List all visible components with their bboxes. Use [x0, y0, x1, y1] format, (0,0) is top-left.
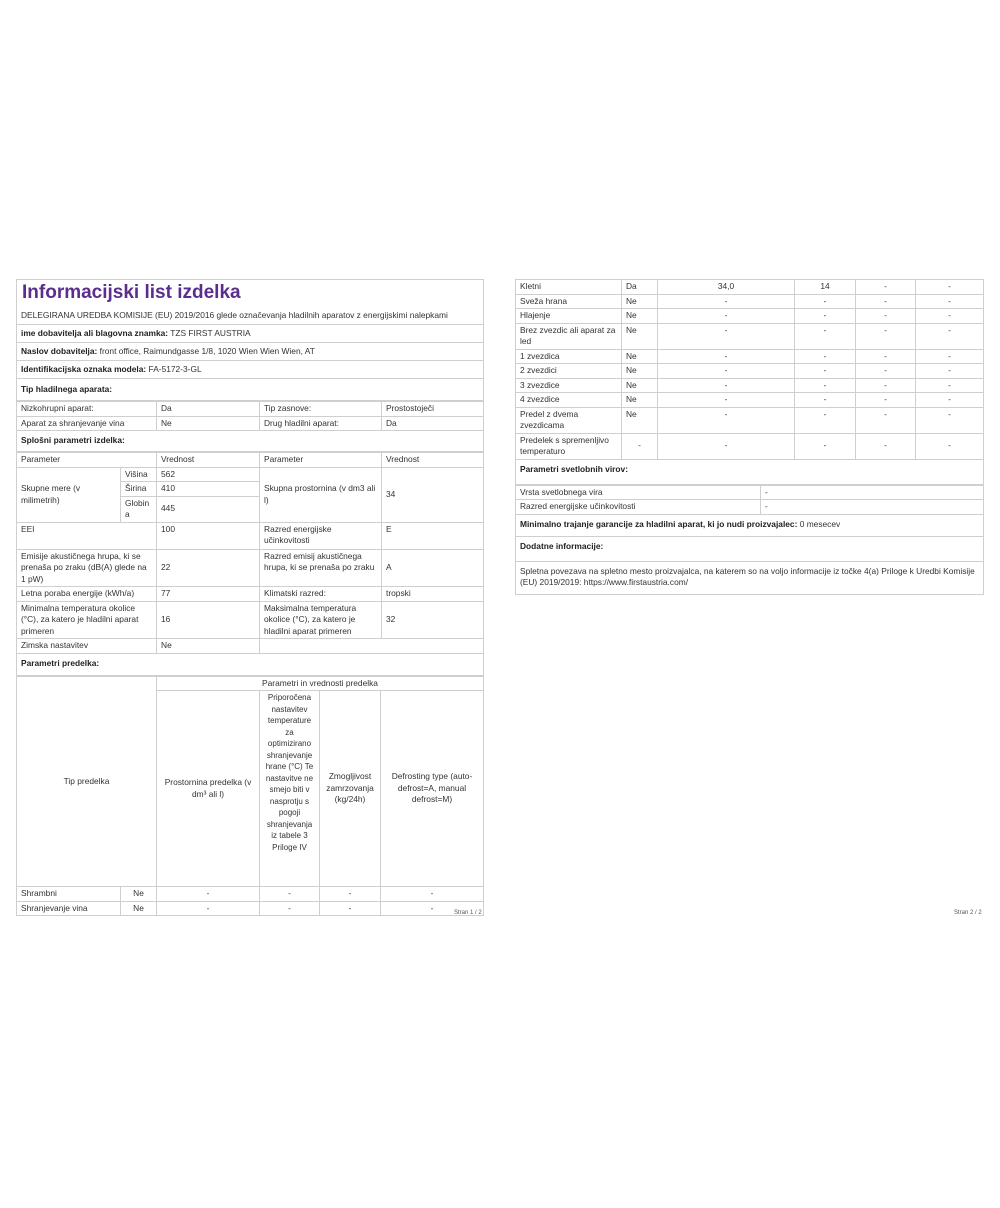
compartment-present: Ne [622, 309, 658, 324]
compartment-name: Shrambni [17, 887, 121, 902]
address-value: front office, Raimundgasse 1/8, 1020 Wien Wien Wien, AT [99, 346, 315, 356]
table-row [516, 364, 984, 379]
compartment-name: Kletni [516, 280, 622, 295]
compartment-volume: - [157, 887, 260, 902]
param-value: tropski [382, 587, 484, 602]
supplier-value: TZS FIRST AUSTRIA [170, 328, 251, 338]
compartment-volume: - [658, 323, 795, 349]
compartment-volume: - [157, 901, 260, 916]
param-label: EEI [17, 522, 157, 549]
table-row [17, 887, 484, 902]
compartment-defrost: - [916, 280, 984, 295]
page-2 [515, 279, 984, 595]
light-section-label: Parametri svetlobnih virov: [520, 463, 628, 474]
param-value: E [382, 522, 484, 549]
compartment-defrost: - [916, 393, 984, 408]
page-number-2: Stran 2 / 2 [954, 910, 982, 916]
type-section-heading [16, 379, 484, 401]
table-header-row [17, 676, 484, 691]
supplier-label: ime dobavitelja ali blagovna znamka: [21, 328, 169, 338]
compartment-type-header: Tip predelka [17, 676, 157, 887]
param-value: 77 [157, 587, 260, 602]
depth-value: 445 [157, 496, 260, 522]
compartment-volume: - [658, 309, 795, 324]
param-label [260, 639, 484, 654]
table-row [516, 349, 984, 364]
freezing-header: Zmogljivost zamrzovanja (kg/24h) [320, 691, 381, 887]
param-value: 22 [157, 549, 260, 587]
table-row [516, 378, 984, 393]
table-row [17, 901, 484, 916]
compartment-name: 3 zvezdice [516, 378, 622, 393]
volume-header: Prostornina predelka (v dm³ ali l) [157, 691, 260, 887]
compartment-volume: - [658, 433, 795, 459]
compartment-temp: - [795, 294, 856, 309]
type-label: Nizkohrupni aparat: [17, 402, 157, 417]
type-value: Da [157, 402, 260, 417]
light-value: - [761, 485, 984, 500]
compartment-defrost: - [916, 323, 984, 349]
column-header: Parameter [260, 453, 382, 468]
compartment-freeze: - [856, 407, 916, 433]
table-row [17, 402, 484, 417]
compartment-present: Ne [622, 323, 658, 349]
table-row [516, 485, 984, 500]
table-row [17, 639, 484, 654]
compartment-temp: - [260, 887, 320, 902]
compartment-defrost: - [916, 294, 984, 309]
address-label: Naslov dobavitelja: [21, 346, 98, 356]
compartment-defrost: - [916, 349, 984, 364]
compartment-defrost: - [381, 901, 484, 916]
light-section-heading [515, 460, 984, 485]
type-label: Aparat za shranjevanje vina [17, 416, 157, 431]
compartment-freeze: - [856, 294, 916, 309]
compartment-name: 4 zvezdice [516, 393, 622, 408]
address-row [16, 343, 484, 361]
param-label: Maksimalna temperatura okolice (°C), za katero je hladilni aparat primeren [260, 601, 382, 639]
compartment-present: Ne [121, 887, 157, 902]
compartment-name: 1 zvezdica [516, 349, 622, 364]
compartment-table-continued [515, 279, 984, 460]
table-row [17, 587, 484, 602]
table-row [17, 467, 484, 482]
type-value: Ne [157, 416, 260, 431]
compartment-temp: 14 [795, 280, 856, 295]
compartment-name: Hlajenje [516, 309, 622, 324]
compartment-freeze: - [856, 364, 916, 379]
temperature-header: Priporočena nastavitev temperature za optimizirano shranjevanje hrane (°C) Te nastavitve ne smejo biti v nasprotju s pogoji shranjevanja iz tabele 3 Priloge IV [260, 691, 320, 887]
compartment-name: 2 zvezdici [516, 364, 622, 379]
warranty-value: 0 mesecev [799, 518, 841, 529]
param-label: Klimatski razred: [260, 587, 382, 602]
compartment-temp: - [795, 349, 856, 364]
compartment-present: Ne [622, 364, 658, 379]
param-label: Razred energijske učinkovitosti [260, 522, 382, 549]
compartment-present: - [622, 433, 658, 459]
compartment-present: Ne [622, 378, 658, 393]
param-label: Zimska nastavitev [17, 639, 157, 654]
compartment-freeze: - [856, 323, 916, 349]
table-row [516, 280, 984, 295]
page-title: Informacijski list izdelka [22, 282, 241, 303]
table-header-row [17, 453, 484, 468]
compartment-volume: - [658, 378, 795, 393]
compartment-section-heading [16, 654, 484, 676]
table-row [516, 294, 984, 309]
width-value: 410 [157, 482, 260, 497]
compartment-name: Predel z dvema zvezdicama [516, 407, 622, 433]
compartment-present: Ne [622, 393, 658, 408]
total-volume-value: 34 [382, 467, 484, 522]
dimensions-label: Skupne mere (v milimetrih) [17, 467, 121, 522]
extra-section-heading [515, 537, 984, 562]
regulation-line: DELEGIRANA UREDBA KOMISIJE (EU) 2019/2016 glede označevanja hladilnih aparatov z energijskimi nalepkami [16, 307, 484, 325]
light-value: - [761, 500, 984, 515]
table-row [516, 433, 984, 459]
supplier-row [16, 325, 484, 343]
param-label: Minimalna temperatura okolice (°C), za katero je hladilni aparat primeren [17, 601, 157, 639]
compartment-name: Predelek s spremenljivo temperaturo [516, 433, 622, 459]
light-source-table [515, 485, 984, 515]
extra-section-label: Dodatne informacije: [520, 540, 604, 551]
compartment-present: Ne [121, 901, 157, 916]
compartment-volume: - [658, 393, 795, 408]
compartment-defrost: - [916, 433, 984, 459]
width-label: Širina [121, 482, 157, 497]
compartment-temp: - [795, 323, 856, 349]
extra-info-text: Spletna povezava na spletno mesto proizvajalca, na katerem so na voljo informacije iz točke 4(a) Priloge k Uredbi Komisije (EU) 2019/2019: https://www.firstaustria.com/ [515, 562, 984, 595]
page-1 [16, 279, 484, 916]
defrost-header: Defrosting type (auto-defrost=A, manual defrost=M) [381, 691, 484, 887]
height-label: Višina [121, 467, 157, 482]
light-label: Razred energijske učinkovitosti [516, 500, 761, 515]
param-label: Letna poraba energije (kWh/a) [17, 587, 157, 602]
compartment-freeze: - [856, 309, 916, 324]
general-params-table [16, 452, 484, 654]
compartment-temp: - [795, 407, 856, 433]
model-label: Identifikacijska oznaka modela: [21, 364, 147, 374]
table-row [516, 407, 984, 433]
depth-label: Globina [121, 496, 157, 522]
compartment-defrost: - [916, 309, 984, 324]
compartment-temp: - [795, 433, 856, 459]
compartment-present: Ne [622, 349, 658, 364]
compartment-freeze: - [320, 901, 381, 916]
table-row [516, 309, 984, 324]
compartment-table [16, 676, 484, 917]
compartment-volume: - [658, 364, 795, 379]
general-section-label: Splošni parametri izdelka: [21, 435, 125, 445]
compartment-freeze: - [856, 433, 916, 459]
total-volume-label: Skupna prostornina (v dm3 ali l) [260, 467, 382, 522]
compartment-temp: - [795, 378, 856, 393]
column-header: Vrednost [382, 453, 484, 468]
compartment-present: Ne [622, 294, 658, 309]
type-value: Da [382, 416, 484, 431]
compartment-group-header: Parametri in vrednosti predelka [157, 676, 484, 691]
compartment-name: Shranjevanje vina [17, 901, 121, 916]
type-value: Prostostoječi [382, 402, 484, 417]
page-number-1: Stran 1 / 2 [454, 910, 482, 916]
type-table [16, 401, 484, 431]
param-label: Emisije akustičnega hrupa, ki se prenaša po zraku (dB(A) glede na 1 pW) [17, 549, 157, 587]
column-header: Parameter [17, 453, 157, 468]
type-label: Drug hladilni aparat: [260, 416, 382, 431]
compartment-defrost: - [916, 378, 984, 393]
compartment-freeze: - [856, 378, 916, 393]
model-value: FA-5172-3-GL [148, 364, 202, 374]
compartment-volume: - [658, 349, 795, 364]
param-value: 16 [157, 601, 260, 639]
compartment-present: Da [622, 280, 658, 295]
type-section-label: Tip hladilnega aparata: [21, 384, 113, 394]
warranty-row [515, 515, 984, 537]
column-header: Vrednost [157, 453, 260, 468]
table-row [17, 522, 484, 549]
compartment-freeze: - [856, 280, 916, 295]
compartment-present: Ne [622, 407, 658, 433]
light-label: Vrsta svetlobnega vira [516, 485, 761, 500]
compartment-section-label: Parametri predelka: [21, 657, 100, 668]
compartment-name: Brez zvezdic ali aparat za led [516, 323, 622, 349]
param-value: Ne [157, 639, 260, 654]
compartment-name: Sveža hrana [516, 294, 622, 309]
param-value: A [382, 549, 484, 587]
compartment-defrost: - [916, 407, 984, 433]
param-label: Razred emisij akustičnega hrupa, ki se prenaša po zraku [260, 549, 382, 587]
type-label: Tip zasnove: [260, 402, 382, 417]
compartment-volume: - [658, 294, 795, 309]
table-row [516, 393, 984, 408]
product-sheet-page-1 [16, 279, 484, 307]
table-row [17, 549, 484, 587]
height-value: 562 [157, 467, 260, 482]
compartment-volume: - [658, 407, 795, 433]
compartment-freeze: - [856, 349, 916, 364]
compartment-volume: 34,0 [658, 280, 795, 295]
compartment-temp: - [260, 901, 320, 916]
compartment-temp: - [795, 393, 856, 408]
compartment-defrost: - [916, 364, 984, 379]
table-row [17, 601, 484, 639]
warranty-label: Minimalno trajanje garancije za hladilni aparat, ki jo nudi proizvajalec: [520, 518, 798, 529]
compartment-freeze: - [856, 393, 916, 408]
compartment-freeze: - [320, 887, 381, 902]
compartment-defrost: - [381, 887, 484, 902]
compartment-temp: - [795, 309, 856, 324]
model-row [16, 361, 484, 379]
table-row [17, 416, 484, 431]
table-row [516, 323, 984, 349]
table-row [516, 500, 984, 515]
general-section-heading [16, 431, 484, 452]
param-value: 100 [157, 522, 260, 549]
compartment-temp: - [795, 364, 856, 379]
param-value: 32 [382, 601, 484, 639]
